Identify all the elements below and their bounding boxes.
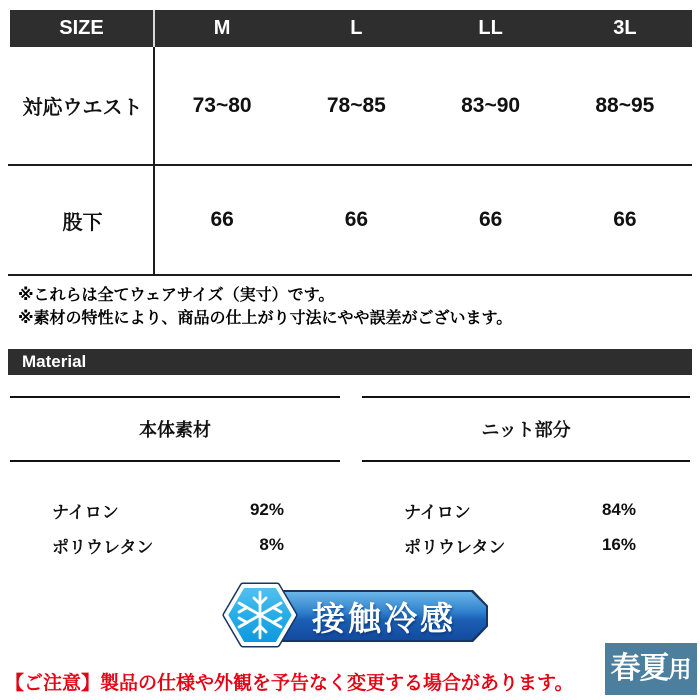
material-column-title-main: 本体素材 [10, 396, 340, 462]
season-tag [605, 643, 697, 695]
material-row [52, 534, 284, 556]
material-section-header: Material [8, 349, 692, 375]
material-row [404, 499, 636, 521]
material-name: ポリウレタン [52, 537, 154, 557]
size-table-header-m: M [213, 17, 231, 39]
material-column-title-knit: ニット部分 [362, 396, 690, 462]
cooling-badge-label: 接触冷感 [312, 599, 456, 637]
inseam-value-3l: 66 [613, 208, 637, 231]
material-row [404, 534, 636, 556]
size-table-header [10, 10, 692, 47]
snowflake-icon [222, 581, 298, 649]
size-table-header-l: L [350, 17, 363, 39]
size-note-line-1: ※これらは全てウェアサイズ（実寸）です。 [18, 287, 335, 304]
cooling-feature-badge [222, 581, 486, 649]
material-percent: 8% [259, 535, 284, 554]
table-rule-1 [8, 164, 692, 166]
inseam-value-m: 66 [210, 208, 234, 231]
waist-value-ll: 83~90 [461, 93, 521, 117]
season-tag-main: 春夏 [610, 652, 669, 685]
inseam-value-l: 66 [344, 208, 369, 231]
material-row [52, 499, 284, 521]
season-tag-suffix: 用 [668, 655, 692, 682]
material-percent: 16% [601, 535, 636, 554]
material-percent: 92% [249, 500, 284, 519]
waist-value-3l: 88~95 [595, 93, 655, 117]
waist-value-m: 73~80 [192, 93, 252, 117]
size-note-line-2: ※素材の特性により、商品の仕上がり寸法にやや誤差がございます。 [18, 310, 513, 327]
row-label-waist: 対応ウエスト [22, 97, 143, 119]
size-table-header-ll: LL [478, 17, 503, 39]
caution-note: 【ご注意】製品の仕様や外観を予告なく変更する場合があります。 [5, 673, 574, 694]
table-column-divider [153, 47, 155, 274]
inseam-value-ll: 66 [478, 208, 503, 231]
row-label-inseam: 股下 [62, 211, 103, 234]
material-name: ポリウレタン [404, 537, 506, 557]
waist-value-l: 78~85 [326, 93, 386, 117]
material-percent: 84% [601, 500, 636, 519]
size-table-header-3l: 3L [613, 17, 637, 39]
material-name: ナイロン [404, 502, 471, 522]
table-row-inseam [10, 166, 692, 274]
size-table-header-size: SIZE [10, 10, 155, 47]
material-name: ナイロン [52, 502, 119, 522]
size-notes [18, 284, 512, 330]
table-rule-2 [8, 274, 692, 276]
table-row-waist [10, 47, 692, 164]
